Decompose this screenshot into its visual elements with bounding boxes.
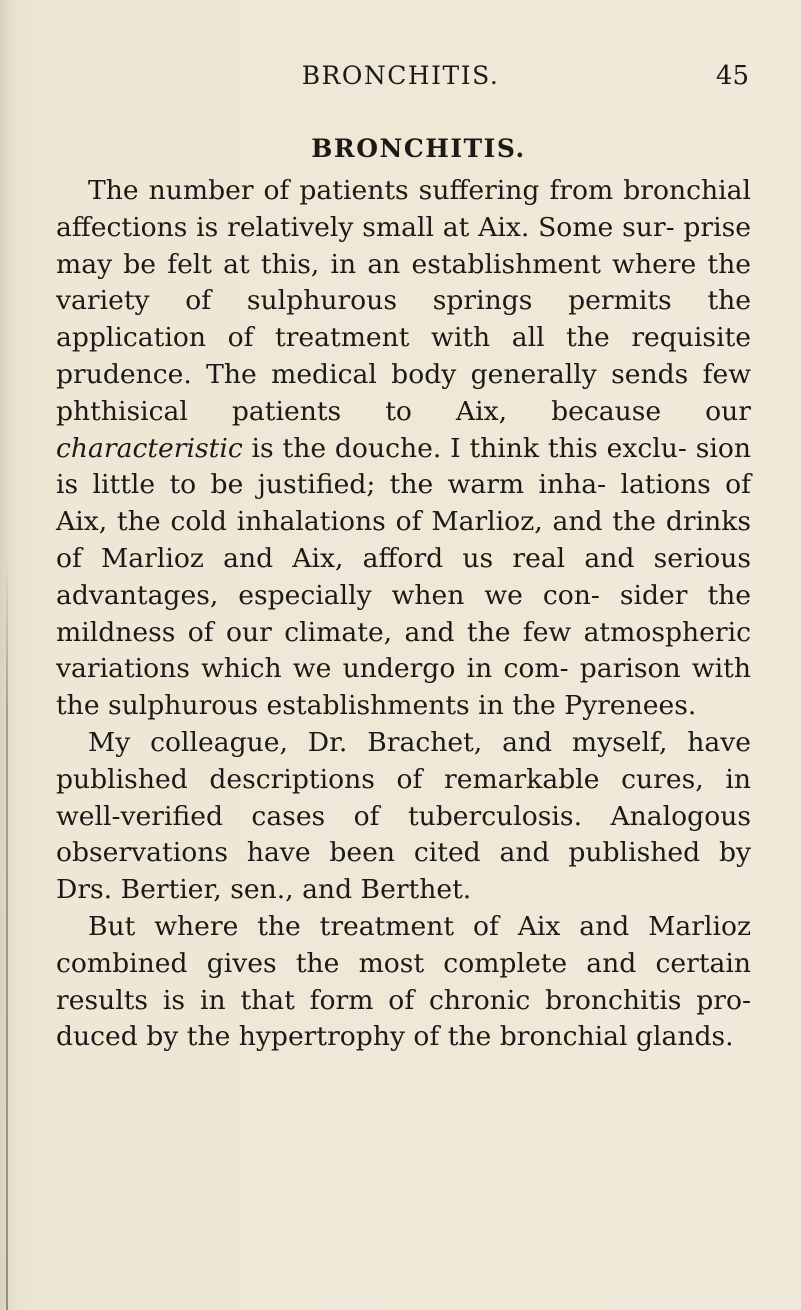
page-number: 45 (715, 61, 749, 91)
paragraph-1-text-a: The number of patients suffering from bronchial affections is relatively small at Aix. Some sur- prise may be felt at this, in an establishment where the variety of sulphurous springs permits the application of treatment with all the requisite prudence. The medical body generally sends few phthisical patients to Aix, because our (56, 175, 751, 427)
paragraph-1-text-b: is the douche. I think this exclu- sion is little to be justified; the warm inha- lations of Aix, the cold inhalations of Marlioz, and the drinks of Marlioz and Aix, afford us real and serious advantages, especially when we con- sider the mildness of our climate, and the few atmospheric variations which we undergo in com- parison with the sulphurous establishments in the Pyrenees. (56, 432, 751, 722)
section-heading: BRONCHITIS. (311, 134, 526, 163)
running-head (0, 56, 801, 96)
body-text (56, 131, 751, 1056)
running-head-title: BRONCHITIS. (301, 61, 500, 90)
paragraph-1 (56, 173, 751, 725)
page-gutter-shadow (6, 560, 8, 1310)
paragraph-2: My colleague, Dr. Brachet, and myself, have published descriptions of remarkable cures, in well-verified cases of tuberculosis. Analogous observations have been cited and published by Drs. Bertier, sen., and Berthet. (56, 726, 751, 906)
paragraph-1-italic-word: characteristic (56, 432, 243, 464)
paragraph-3: But where the treatment of Aix and Marlioz combined gives the most complete and certain results is in that form of chronic bronchitis pro- duced by the hypertrophy of the bronchial glands. (56, 910, 751, 1053)
